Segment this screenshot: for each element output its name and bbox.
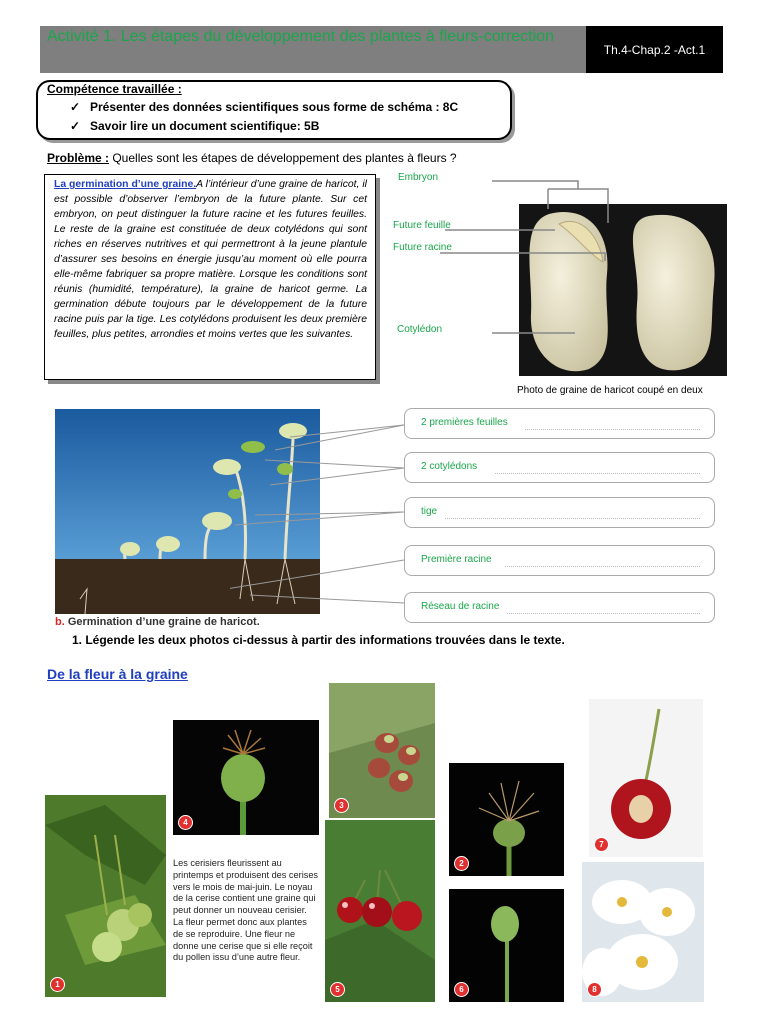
germination-label-lines xyxy=(230,415,410,625)
dotted-line xyxy=(505,566,700,567)
dotted-line xyxy=(525,429,700,430)
section-title-fleur-graine[interactable]: De la fleur à la graine xyxy=(47,666,188,682)
bean-photo-caption: Photo de graine de haricot coupé en deux xyxy=(517,385,703,396)
label-future-feuille: Future feuille xyxy=(393,220,451,231)
germination-paragraph: La germination d’une graine.A l’intérieur d’une graine de haricot, il est possible d’observer l’embryon de la future plante. Sur cet embryon, on peut distinguer la future racine et les futures feuilles. Le reste de la graine est constituée de deux cotylédons qui sont riches en réserves nutritives et qui permettront à la jeune plantule d’assurer ses besoins en énergie jusqu’au moment où elle pourra elle-même fabriquer sa propre matière. Lorsque les conditions sont réunis (humidité, température), la graine de haricot germe. La germination débute toujours par le développement de la future racine puis par la tige. Les cotylédons produisent les deux première feuilles, plus petites, arrondies et moins vertes que les suivantes. xyxy=(54,179,367,340)
legend-field[interactable]: 2 premières feuilles xyxy=(404,408,715,439)
competence-item: ✓ Présenter des données scientifiques sous forme de schéma : 8C xyxy=(70,100,459,114)
label-embryon: Embryon xyxy=(398,172,439,183)
photo-number-badge: 6 xyxy=(454,982,469,997)
photo-number-badge: 4 xyxy=(178,815,193,830)
photo-number-badge: 3 xyxy=(334,798,349,813)
problem-statement: Problème : Quelles sont les étapes de développement des plantes à fleurs ? xyxy=(47,151,457,165)
photo-young-fruit xyxy=(173,720,319,835)
dotted-line xyxy=(507,613,700,614)
photo-white-flowers xyxy=(582,862,704,1002)
page-title: Activité 1. Les étapes du développement des plantes à fleurs-correction xyxy=(47,28,554,45)
check-icon: ✓ xyxy=(70,100,81,114)
photo-number-badge: 8 xyxy=(587,982,602,997)
photo-number-badge: 2 xyxy=(454,856,469,871)
dotted-line xyxy=(495,473,700,474)
legend-field[interactable]: Première racine xyxy=(404,545,715,576)
dotted-line xyxy=(445,518,700,519)
photo-faded-flower xyxy=(449,763,564,876)
photo-number-badge: 7 xyxy=(594,837,609,852)
photo-green-bud xyxy=(449,889,564,1002)
competence-item: ✓ Savoir lire un document scientifique: 5B xyxy=(70,119,320,133)
check-icon: ✓ xyxy=(70,119,81,133)
legend-field[interactable]: 2 cotylédons xyxy=(404,452,715,483)
photo-flower-buds xyxy=(329,683,435,818)
bean-label-lines xyxy=(440,175,640,345)
photo-cut-cherry xyxy=(589,699,703,857)
photo-number-badge: 1 xyxy=(50,977,65,992)
legend-field[interactable]: Réseau de racine xyxy=(404,592,715,623)
photo-red-cherries xyxy=(325,820,435,1002)
germination-link[interactable]: La germination d’une graine. xyxy=(54,179,197,190)
chapter-code: Th.4-Chap.2 -Act.1 xyxy=(586,26,723,73)
photo-green-cherries xyxy=(45,795,166,997)
label-cotyledon: Cotylédon xyxy=(397,324,443,335)
question-1: 1. Légende les deux photos ci-dessus à partir des informations trouvées dans le texte. xyxy=(72,633,565,647)
photo-number-badge: 5 xyxy=(330,982,345,997)
competence-title: Compétence travaillée : xyxy=(47,82,182,96)
cherry-description: Les cerisiers fleurissent au printemps et produisent des cerises vers le mois de mai-juin. Le noyau de la cerise contient une graine qui peut donner un nouveau cerisier. La fleur permet donc aux plantes de se reproduire. Une fleur ne donne une cerise que si elle reçoit du pollen issu d’une autre fleur. xyxy=(173,858,319,963)
legend-field[interactable]: tige xyxy=(404,497,715,528)
germination-photo-caption: b. Germination d’une graine de haricot. xyxy=(55,616,260,628)
label-future-racine: Future racine xyxy=(393,242,452,253)
